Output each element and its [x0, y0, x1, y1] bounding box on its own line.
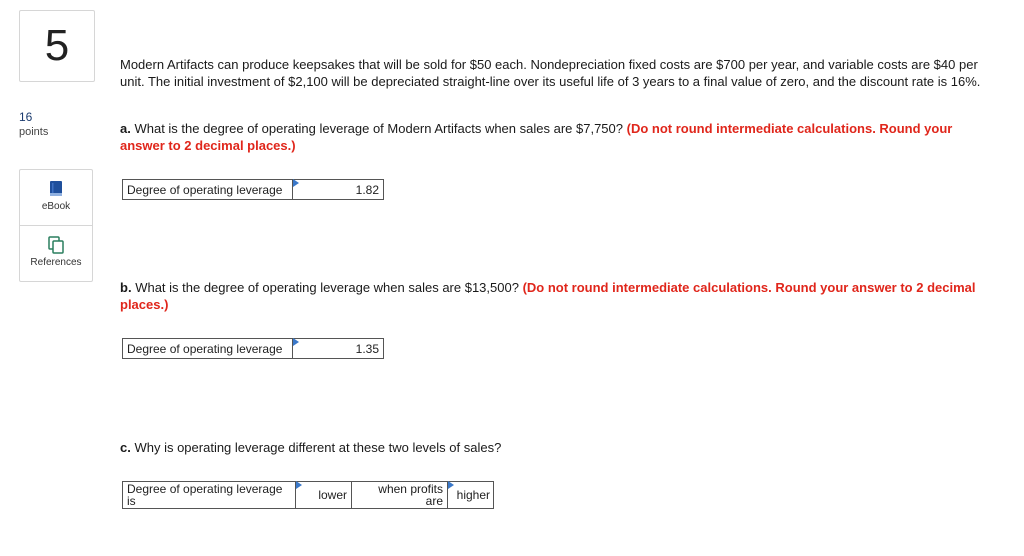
- flag-icon: [296, 481, 302, 489]
- part-c-text: Why is operating leverage different at these two levels of sales?: [134, 440, 502, 455]
- references-label: References: [30, 257, 82, 268]
- part-c-label-line2: is: [127, 494, 136, 508]
- part-a-answer-row: [122, 179, 384, 200]
- part-a-text: What is the degree of operating leverage of Modern Artifacts when sales are $7,750?: [134, 121, 623, 136]
- part-c-question: [120, 440, 990, 457]
- part-c-dropdown-1[interactable]: lower: [296, 481, 352, 509]
- flag-icon: [448, 481, 454, 489]
- points-value: 16: [19, 110, 33, 124]
- question-number: 5: [19, 10, 95, 82]
- part-c-label-line1: Degree of operating leverage: [127, 482, 283, 496]
- part-b-text: What is the degree of operating leverage when sales are $13,500?: [135, 280, 519, 295]
- part-c-answer-row: [122, 481, 494, 509]
- part-a-label: Degree of operating leverage: [127, 182, 283, 197]
- part-c-dropdown-2[interactable]: higher: [448, 481, 494, 509]
- resource-panel: [19, 169, 93, 282]
- part-b-instruction: (Do not round intermediate calculations. Round your answer to 2 decimal places.): [120, 280, 976, 312]
- part-c-label-cell: [122, 481, 296, 509]
- question-stem: Modern Artifacts can produce keepsakes that will be sold for $50 each. Nondepreciation fixed costs are $700 per year, and variable costs are $40 per unit. The initial investment of $2,100 will be depreciated straight-line over its useful life of 3 years to a final value of zero, and the discount rate is 16%.: [120, 57, 981, 89]
- part-a-answer-input[interactable]: 1.82: [293, 179, 384, 200]
- flag-icon: [293, 338, 299, 346]
- part-b-answer-input[interactable]: 1.35: [293, 338, 384, 359]
- part-c-mid-line2: are: [425, 494, 443, 508]
- part-a-letter: a.: [120, 121, 131, 136]
- part-c-mid-line1: when profits: [378, 482, 443, 496]
- part-a-question: [120, 121, 990, 154]
- flag-icon: [293, 179, 299, 187]
- ebook-label: eBook: [41, 201, 71, 212]
- book-icon: [47, 180, 65, 198]
- part-a-label-cell: [122, 179, 293, 200]
- part-b-question: [120, 280, 990, 313]
- part-c-letter: c.: [120, 440, 131, 455]
- documents-icon: [47, 236, 65, 254]
- part-b-letter: b.: [120, 280, 132, 295]
- part-b-label-cell: [122, 338, 293, 359]
- part-a-instruction: (Do not round intermediate calculations. Round your answer to 2 decimal places.): [120, 121, 953, 153]
- part-b-answer-row: [122, 338, 384, 359]
- references-button[interactable]: [20, 226, 92, 282]
- part-c-mid-label-cell: [352, 481, 448, 509]
- part-b-label: Degree of operating leverage: [127, 341, 283, 356]
- points-label: points: [19, 126, 49, 138]
- ebook-button[interactable]: [20, 170, 92, 226]
